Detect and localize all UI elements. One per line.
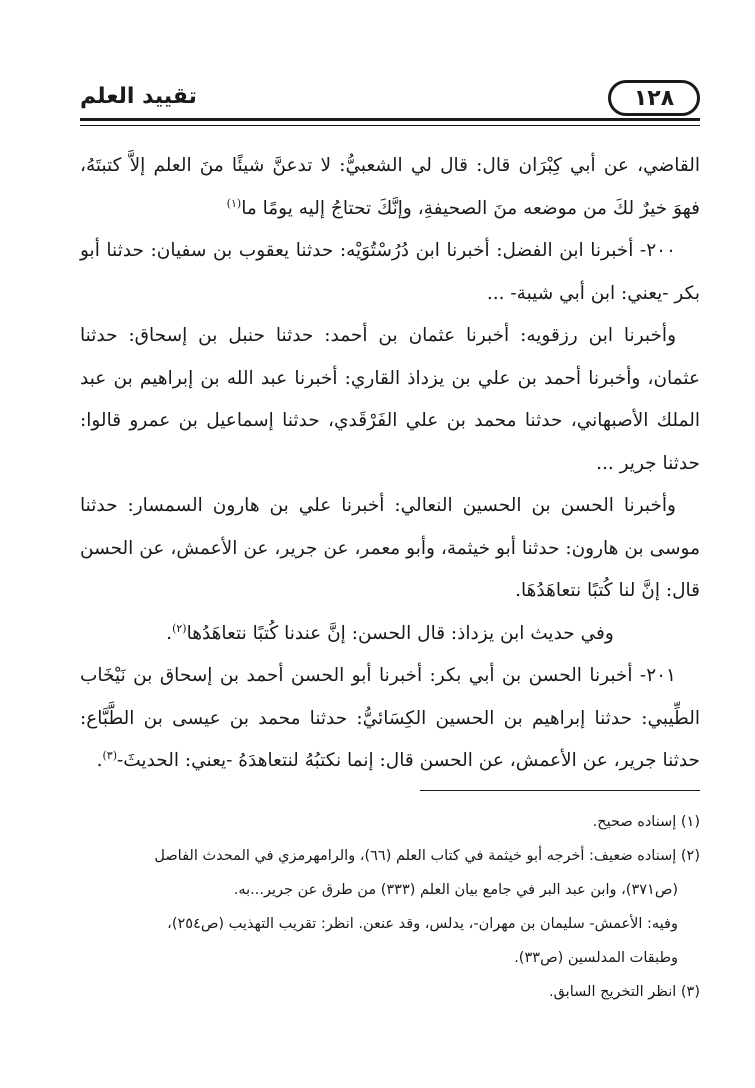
footnote-ref-1: (١) [226,196,242,210]
main-text [80,145,700,783]
paragraph-chain-2: وأخبرنا ابن رزقويه: أخبرنا عثمان بن أحمد: حدثنا حنبل بن إسحاق: حدثنا عثمان، وأخبرنا أحمد بن علي بن يزداذ القاري: أخبرنا عبد الله بن إبراهيم بن عبد الملك الأصبهاني، حدثنا محمد بن علي الفَرْقَدي، حدثنا إسماعيل بن عمرو قالوا: حدثنا جرير ... [80,325,700,474]
paragraph-variant: وفي حديث ابن يزداذ: قال الحسن: إنَّ عندنا كُتبًا نتعاهَدُها$^{(٢)}$. [166,621,614,644]
footnote-1: (١) إسناده صحيح. [592,814,700,830]
header-rule-thin [80,125,700,126]
footnote-3: (٣) انظر التخريج السابق. [548,984,700,1000]
page-header [80,80,700,120]
paragraph-continuation: القاضي، عن أبي كِبْرَان قال: قال لي الشعبيُّ: لا تدعنَّ شيئًا منَ العلم إلاَّ كتبتَهُ، فهوَ خيرٌ لكَ من موضعه منَ الصحيفةِ، وإنَّكَ تحتاجُ إليه يومًا ما$^{(١)}$ [80,155,700,219]
footnote-ref-2: (٢) [172,621,187,635]
running-title: تقييد العلم [80,84,197,109]
footnote-2-line-3: وفيه: الأعمش- سليمان بن مهران-، يدلس، وقد عنعن. انظر: تقريب التهذيب (ص٢٥٤)، [167,916,678,932]
page-number-badge: ١٢٨ [608,80,700,116]
footnote-2-line-4: وطبقات المدلسين (ص٣٣). [514,950,678,966]
footnote-2-line-1: (٢) إسناده ضعيف: أخرجه أبو خيثمة في كتاب العلم (٦٦)، والرامهرمزي في المحدث الفاصل [154,848,700,864]
paragraph-hadith-200: ٢٠٠- أخبرنا ابن الفضل: أخبرنا ابن دُرُسْتُوَيْه: حدثنا يعقوب بن سفيان: حدثنا أبو بكر -يعني: ابن أبي شيبة- ... [80,240,700,304]
footnotes [80,805,700,1009]
paragraph-chain-3: وأخبرنا الحسن بن الحسين النعالي: أخبرنا علي بن هارون السمسار: حدثنا موسى بن هارون: حدثنا أبو خيثمة، وأبو معمر، عن جرير، عن الأعمش، عن الحسن قال: إنَّ لنا كُتبًا نتعاهَدُهَا. [80,495,700,601]
footnote-2-line-2: (ص٣٧١)، وابن عبد البر في جامع بيان العلم (٣٣٣) من طرق عن جرير...به. [233,882,678,898]
footnote-separator [420,790,700,791]
footnote-ref-3: (٣) [102,748,117,762]
paragraph-hadith-201: ٢٠١- أخبرنا الحسن بن أبي بكر: أخبرنا أبو الحسن أحمد بن إسحاق بن نَيْخَاب الطِّيبي: حدثنا إبراهيم بن الحسين الكِسَائيُّ: حدثنا محمد بن عيسى بن الطَّبَّاع: حدثنا جرير، عن الأعمش، عن الحسن قال: إنما نكتبُهُ لنتعاهدَهُ -يعني: الحديثَ-$^{(٣)}$. [80,665,700,771]
header-rule-thick [80,118,700,121]
